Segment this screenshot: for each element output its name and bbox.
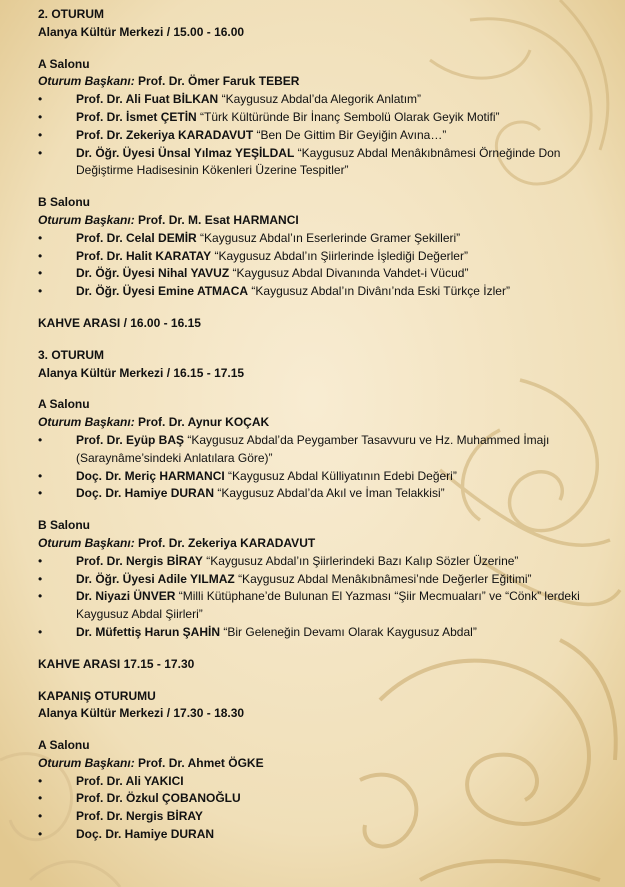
list-item (38, 127, 598, 145)
bullet-icon: • (38, 571, 43, 586)
talk-title: “Türk Kültüründe Bir İnanç Sembolü Olarak Geyik Motifi” (200, 109, 500, 124)
bullet-icon: • (38, 468, 43, 483)
list-item (38, 588, 598, 624)
bullet-icon: • (38, 809, 43, 824)
session-3-hall-a-title: A Salonu (38, 397, 90, 412)
talk-title: “Kaygusuz Abdal’ın Divânı’nda Eski Türkçe İzler” (251, 284, 510, 299)
bullet-icon: • (38, 284, 43, 299)
session-2-hall-a-chair (38, 73, 598, 91)
session-2-title: 2. OTURUM (38, 7, 104, 21)
panelist-name: Doç. Dr. Hamiye DURAN (76, 827, 215, 842)
speaker-name: Prof. Dr. Ali Fuat BİLKAN (76, 92, 219, 107)
speaker-name: Prof. Dr. Celal DEMİR (76, 230, 197, 245)
list-item (38, 790, 598, 808)
list-item (38, 230, 598, 248)
session-3-hall-b-chair (38, 535, 598, 553)
speaker-name: Prof. Dr. Eyüp BAŞ (76, 432, 185, 447)
speaker-name: Dr. Öğr. Üyesi Nihal YAVUZ (76, 266, 230, 281)
session-3-hall-a-chair (38, 414, 598, 432)
chair-name: Prof. Dr. Ömer Faruk TEBER (138, 74, 300, 89)
chair-label: Oturum Başkanı: (38, 74, 135, 89)
chair-name: Prof. Dr. Aynur KOÇAK (138, 415, 270, 430)
coffee-break-1: KAHVE ARASI / 16.00 - 16.15 (38, 315, 201, 330)
speaker-name: Dr. Öğr. Üyesi Ünsal Yılmaz YEŞİLDAL (76, 145, 295, 160)
talk-title: “Milli Kütüphane’de Bulunan El Yazması “Şiir Mecmuaları” ve “Cönk” lerdeki Kaygusuz Abdal Şiirleri” (76, 589, 580, 622)
list-item (38, 432, 598, 468)
list-item (38, 283, 598, 301)
talk-title: “Kaygusuz Abdal’da Alegorik Anlatım” (221, 92, 422, 107)
talk-title: “Ben De Gittim Bir Geyiğin Avına…” (256, 127, 447, 142)
bullet-icon: • (38, 92, 43, 107)
list-item (38, 808, 598, 826)
chair-label: Oturum Başkanı: (38, 755, 135, 770)
bullet-icon: • (38, 827, 43, 842)
talk-title: “Kaygusuz Abdal’ın Şiirlerindeki Bazı Kalıp Sözler Üzerine” (206, 553, 519, 568)
bullet-icon: • (38, 432, 43, 447)
list-item (38, 145, 598, 181)
list-item (38, 265, 598, 283)
session-2-venue: Alanya Kültür Merkezi / 15.00 - 16.00 (38, 24, 245, 39)
speaker-name: Doç. Dr. Hamiye DURAN (76, 486, 215, 501)
chair-label: Oturum Başkanı: (38, 212, 135, 227)
speaker-name: Dr. Öğr. Üyesi Emine ATMACA (76, 284, 249, 299)
list-item (38, 624, 598, 642)
panelist-name: Prof. Dr. Özkul ÇOBANOĞLU (76, 791, 241, 806)
bullet-icon: • (38, 624, 43, 639)
talk-title: “Kaygusuz Abdal’da Akıl ve İman Telakkisi” (217, 486, 445, 501)
bullet-icon: • (38, 145, 43, 160)
talk-title: “Kaygusuz Abdal Menâkıbnâmesi’nde Değerler Eğitimi” (238, 571, 532, 586)
bullet-icon: • (38, 266, 43, 281)
speaker-name: Prof. Dr. Halit KARATAY (76, 248, 212, 263)
list-item (38, 571, 598, 589)
talk-title: “Kaygusuz Abdal Divanında Vahdet-i Vücud” (232, 266, 469, 281)
session-3-hall-b-title: B Salonu (38, 518, 91, 533)
speaker-name: Dr. Müfettiş Harun ŞAHİN (76, 624, 221, 639)
panelist-name: Prof. Dr. Ali YAKICI (76, 773, 184, 788)
bullet-icon: • (38, 230, 43, 245)
talk-title: “Kaygusuz Abdal Menâkıbnâmesi Örneğinde Don Değiştirme Hadisesinin Kökenleri Üzerine Tespitler” (76, 145, 561, 178)
session-2-hall-b-chair (38, 212, 598, 230)
closing-session-title: KAPANIŞ OTURUMU (38, 688, 156, 703)
session-3-title: 3. OTURUM (38, 347, 104, 362)
list-item (38, 485, 598, 503)
chair-label: Oturum Başkanı: (38, 415, 135, 430)
closing-hall-title: A Salonu (38, 738, 90, 753)
panelist-name: Prof. Dr. Nergis BİRAY (76, 809, 203, 824)
coffee-break-2: KAHVE ARASI 17.15 - 17.30 (38, 656, 195, 671)
talk-title: “Kaygusuz Abdal Külliyatının Edebi Değeri” (228, 468, 457, 483)
bullet-icon: • (38, 109, 43, 124)
list-item (38, 773, 598, 791)
bullet-icon: • (38, 773, 43, 788)
list-item (38, 826, 598, 844)
session-3-venue: Alanya Kültür Merkezi / 16.15 - 17.15 (38, 365, 245, 380)
bullet-icon: • (38, 553, 43, 568)
session-2-hall-a-title: A Salonu (38, 56, 90, 71)
talk-title: “Kaygusuz Abdal’ın Şiirlerinde İşlediği Değerler” (214, 248, 468, 263)
program-content (38, 6, 598, 844)
bullet-icon: • (38, 248, 43, 263)
chair-name: Prof. Dr. Ahmet ÖGKE (138, 755, 264, 770)
bullet-icon: • (38, 791, 43, 806)
speaker-name: Doç. Dr. Meriç HARMANCI (76, 468, 225, 483)
list-item (38, 468, 598, 486)
chair-name: Prof. Dr. Zekeriya KARADAVUT (138, 535, 316, 550)
closing-session-venue: Alanya Kültür Merkezi / 17.30 - 18.30 (38, 706, 245, 721)
bullet-icon: • (38, 127, 43, 142)
list-item (38, 553, 598, 571)
talk-title: “Bir Geleneğin Devamı Olarak Kaygusuz Abdal” (223, 624, 477, 639)
chair-name: Prof. Dr. M. Esat HARMANCI (138, 212, 299, 227)
list-item (38, 109, 598, 127)
speaker-name: Prof. Dr. İsmet ÇETİN (76, 109, 197, 124)
chair-label: Oturum Başkanı: (38, 535, 135, 550)
closing-chair (38, 755, 598, 773)
session-2-hall-b-title: B Salonu (38, 195, 91, 210)
bullet-icon: • (38, 589, 43, 604)
list-item (38, 248, 598, 266)
speaker-name: Prof. Dr. Nergis BİRAY (76, 553, 203, 568)
speaker-name: Prof. Dr. Zekeriya KARADAVUT (76, 127, 254, 142)
bullet-icon: • (38, 486, 43, 501)
list-item (38, 91, 598, 109)
talk-title: “Kaygusuz Abdal’da Peygamber Tasavvuru ve Hz. Muhammed İmajı (Saraynâme’sindeki Anlatılara Göre)” (76, 432, 550, 465)
speaker-name: Dr. Niyazi ÜNVER (76, 589, 176, 604)
talk-title: “Kaygusuz Abdal’ın Eserlerinde Gramer Şekilleri” (200, 230, 461, 245)
speaker-name: Dr. Öğr. Üyesi Adile YILMAZ (76, 571, 235, 586)
